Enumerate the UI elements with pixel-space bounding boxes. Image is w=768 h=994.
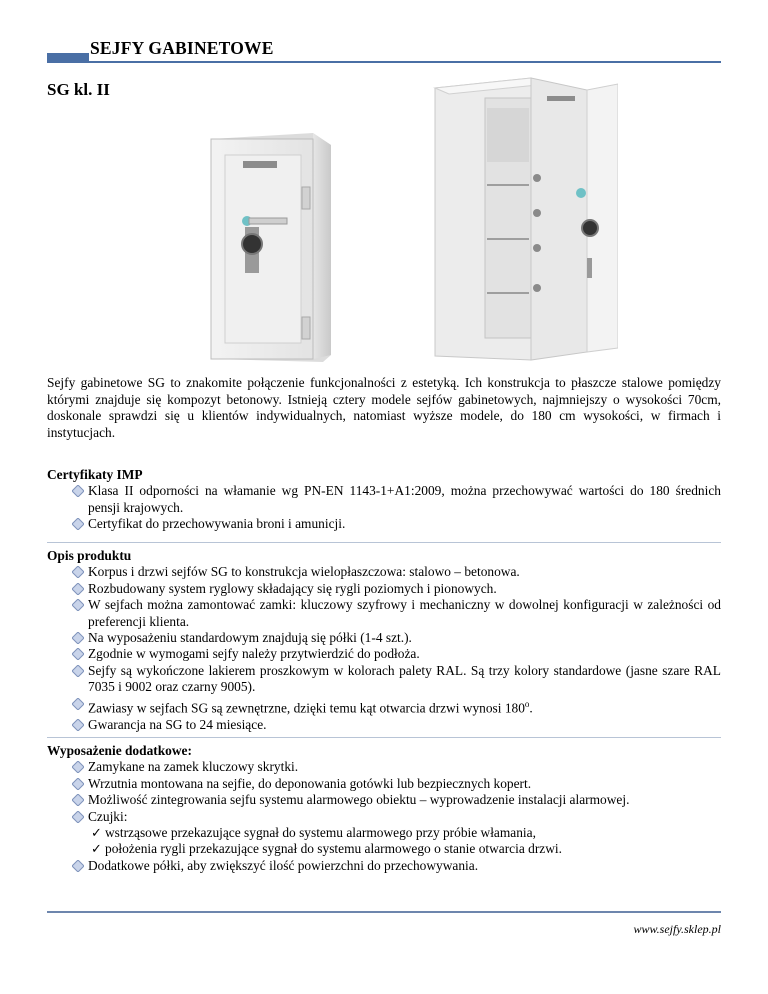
footer-url[interactable]: www.sejfy.sklep.pl xyxy=(633,922,721,936)
list-item: Zawiasy w sejfach SG są zewnętrzne, dzięki temu kąt otwarcia drzwi wynosi 180$^o$. xyxy=(47,696,721,717)
diamond-bullet-icon xyxy=(72,778,84,790)
list-item: Wrzutnia montowana na sejfie, do deponowania gotówki lub bezpiecznych kopert. xyxy=(47,776,721,792)
footer-divider xyxy=(47,911,721,913)
list-item: Korpus i drzwi sejfów SG to konstrukcja wielopłaszczowa: stalowo – betonowa. xyxy=(47,564,721,580)
diamond-bullet-icon xyxy=(72,599,84,611)
diamond-bullet-icon xyxy=(72,719,84,731)
list-item: ✓ wstrząsowe przekazujące sygnał do systemu alarmowego przy próbie włamania, xyxy=(91,825,536,841)
diamond-bullet-icon xyxy=(72,648,84,660)
section-divider xyxy=(47,542,721,543)
diamond-bullet-icon xyxy=(72,518,84,530)
small-safe-image xyxy=(205,127,331,362)
list-item: W sejfach można zamontować zamki: kluczowy szyfrowy i mechaniczny w dowolnej konfiguracji w zależności od preferencji klienta. xyxy=(47,597,721,630)
extras-list xyxy=(47,759,721,825)
description-list xyxy=(47,564,721,733)
intro-paragraph: Sejfy gabinetowe SG to znakomite połączenie funkcjonalności z estetyką. Ich konstrukcja to płaszcze stalowe pomiędzy którymi znajduje się kompozyt betonowy. Istnieją cztery modele sejfów gabinetowych, najmniejszy o wysokości 70cm, doskonale sprawdzi się u klientów indywidualnych, natomiast wyższe modele, do 180 cm wysokości, w firmach i instytucjach. xyxy=(47,375,721,440)
diamond-bullet-icon xyxy=(72,583,84,595)
list-item: Sejfy są wykończone lakierem proszkowym w kolorach palety RAL. Są trzy kolory standardowe (jasne szare RAL 7035 i 9002 oraz czarny 9005). xyxy=(47,663,721,696)
list-item: Gwarancja na SG to 24 miesiące. xyxy=(47,717,721,733)
list-item: ✓ położenia rygli przekazujące sygnał do systemu alarmowego o stanie otwarcia drzwi. xyxy=(91,841,562,857)
diamond-bullet-icon xyxy=(72,485,84,497)
extras-heading: Wyposażenie dodatkowe: xyxy=(47,743,192,758)
list-item: Czujki: xyxy=(47,809,721,825)
extras-list-tail xyxy=(47,858,721,874)
large-safe-image xyxy=(427,68,618,364)
diamond-bullet-icon xyxy=(72,860,84,872)
section-header-title: SEJFY GABINETOWE xyxy=(90,38,274,58)
list-item: Klasa II odporności na włamanie wg PN-EN 1143-1+A1:2009, można przechowywać wartości do 180 średnich pensji krajowych. xyxy=(47,483,721,516)
diamond-bullet-icon xyxy=(72,566,84,578)
diamond-bullet-icon xyxy=(72,794,84,806)
list-item: Zamykane na zamek kluczowy skrytki. xyxy=(47,759,721,775)
list-item: Na wyposażeniu standardowym znajdują się półki (1-4 szt.). xyxy=(47,630,721,646)
description-section xyxy=(47,548,721,733)
certificates-list xyxy=(47,483,721,532)
page-title: SG kl. II xyxy=(47,80,110,99)
certificates-heading: Certyfikaty IMP xyxy=(47,467,143,482)
diamond-bullet-icon xyxy=(72,665,84,677)
section-divider xyxy=(47,737,721,738)
sensors-sublist xyxy=(47,825,721,858)
header-divider xyxy=(47,61,721,63)
diamond-bullet-icon xyxy=(72,811,84,823)
list-item: Zgodnie w wymogami sejfy należy przytwierdzić do podłoża. xyxy=(47,646,721,662)
degree-mark: o xyxy=(524,698,530,709)
list-item: Certyfikat do przechowywania broni i amunicji. xyxy=(47,516,721,532)
diamond-bullet-icon xyxy=(72,632,84,644)
certificates-section xyxy=(47,467,721,533)
list-item: Możliwość zintegrowania sejfu systemu alarmowego obiektu – wyprowadzenie instalacji alarmowej. xyxy=(47,792,721,808)
diamond-bullet-icon xyxy=(72,698,84,710)
diamond-bullet-icon xyxy=(72,761,84,773)
list-item: Rozbudowany system ryglowy składający się rygli poziomych i pionowych. xyxy=(47,581,721,597)
list-item: Dodatkowe półki, aby zwiększyć ilość powierzchni do przechowywania. xyxy=(47,858,721,874)
checkmark-icon: ✓ xyxy=(91,841,102,857)
checkmark-icon: ✓ xyxy=(91,825,102,841)
extras-section xyxy=(47,743,721,874)
description-heading: Opis produktu xyxy=(47,548,132,563)
